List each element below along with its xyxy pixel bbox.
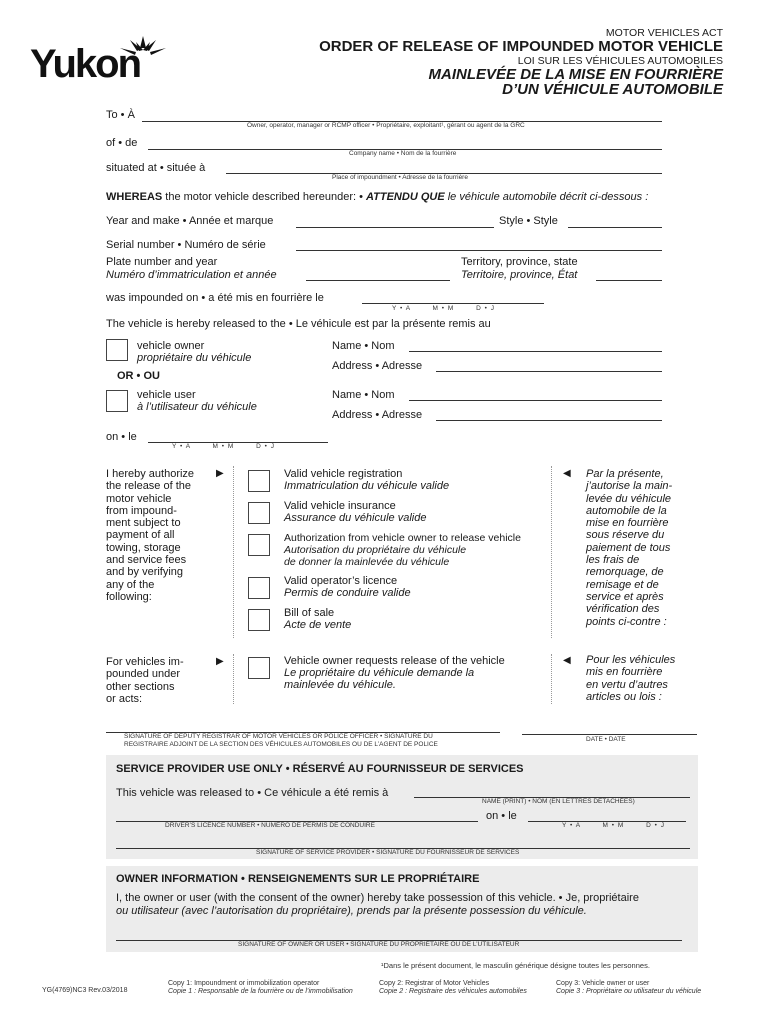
owner-label-fr: propriétaire du véhicule — [137, 352, 252, 364]
service-licence-caption: DRIVER’S LICENCE NUMBER • NUMÉRO DE PERMIS DE CONDUIRE — [165, 822, 375, 829]
other-right-line: en vertu d’autres — [586, 678, 668, 691]
authorize-left-line: towing, storage — [106, 541, 181, 554]
insurance-en: Valid vehicle insurance — [284, 500, 396, 512]
user-label-fr: à l’utilisateur du véhicule — [137, 401, 257, 413]
divider-right — [551, 466, 552, 638]
licence-en: Valid operator’s licence — [284, 575, 398, 587]
service-released-label: This vehicle was released to • Ce véhicule a été remis à — [116, 787, 389, 799]
signature-date-caption: DATE • DATE — [586, 736, 626, 743]
authorize-left-line: any of the — [106, 578, 155, 591]
owner-name-field[interactable] — [409, 351, 662, 352]
release-date-caption: Y • A M • M D • J — [172, 443, 274, 450]
service-name-caption: NAME (PRINT) • NOM (EN LETTRES DÉTACHÉES) — [482, 798, 635, 805]
authorize-right-text — [586, 468, 672, 628]
arrow-left-icon-2: ◀ — [563, 655, 571, 666]
arrow-left-icon: ◀ — [563, 468, 571, 479]
or-label: OR • OU — [117, 370, 160, 382]
authorize-right-line: paiement de tous — [586, 541, 671, 554]
year-make-field[interactable] — [296, 227, 494, 228]
owner-info-text-en: I, the owner or user (with the consent of the owner) hereby take possession of this vehicle. • Je, propriétaire — [116, 892, 639, 904]
other-right-text — [586, 654, 675, 703]
whereas-fr: le véhicule automobile décrit ci-dessous : — [444, 191, 649, 203]
authorize-left-line: payment of all — [106, 529, 175, 542]
authorization-fr: Autorisation du propriétaire du véhicule — [284, 544, 467, 556]
other-left-text — [106, 656, 184, 705]
authorize-right-line: mise en fourrière — [586, 517, 669, 530]
whereas-bold-fr: ATTENDU QUE — [366, 191, 445, 203]
service-on-label: on • le — [486, 810, 517, 822]
service-date-caption: Y • A M • M D • J — [562, 822, 664, 829]
situated-label: situated at • située à — [106, 162, 206, 174]
copy2-fr: Copie 2 : Registraire des véhicules automobiles — [379, 988, 527, 995]
authorize-right-line: automobile de la — [586, 504, 667, 517]
plate-label-fr: Numéro d’immatriculation et année — [106, 269, 277, 281]
checkbox-insurance[interactable] — [248, 502, 270, 524]
user-address-label: Address • Adresse — [332, 409, 423, 421]
authorize-left-line: and service fees — [106, 554, 187, 567]
other-right-line: articles ou lois : — [586, 690, 662, 703]
insurance-fr: Assurance du véhicule valide — [284, 512, 427, 524]
authorize-left-line: and by verifying — [106, 566, 184, 579]
authorize-left-line: motor vehicle — [106, 492, 172, 505]
territory-label-en: Territory, province, state — [461, 256, 578, 268]
impounded-label: was impounded on • a été mis en fourrière le — [106, 292, 324, 304]
arrow-right-icon: ▶ — [216, 468, 224, 479]
divider-left — [233, 466, 234, 638]
checkbox-owner-request[interactable] — [248, 657, 270, 679]
checkbox-authorization[interactable] — [248, 534, 270, 556]
bill-of-sale-fr: Acte de vente — [284, 619, 352, 631]
of-caption: Company name • Nom de la fourrière — [349, 150, 457, 157]
authorize-left-text — [106, 468, 194, 603]
user-label-en: vehicle user — [137, 389, 196, 401]
whereas-en: the motor vehicle described hereunder: • — [162, 191, 367, 203]
authorization-en: Authorization from vehicle owner to release vehicle — [284, 532, 521, 544]
user-checkbox[interactable] — [106, 390, 128, 412]
owner-address-field[interactable] — [436, 371, 662, 372]
owner-request-en: Vehicle owner requests release of the vehicle — [284, 655, 505, 667]
bill-of-sale-en: Bill of sale — [284, 607, 335, 619]
territory-label-fr: Territoire, province, État — [461, 269, 578, 281]
authorize-left-line: from impound- — [106, 504, 177, 517]
service-signature-caption: SIGNATURE OF SERVICE PROVIDER • SIGNATURE DU FOURNISSEUR DE SERVICES — [256, 849, 520, 856]
authorize-right-line: service et après — [586, 590, 664, 603]
style-label: Style • Style — [499, 215, 558, 227]
checkbox-registration[interactable] — [248, 470, 270, 492]
service-heading: SERVICE PROVIDER USE ONLY • RÉSERVÉ AU FOURNISSEUR DE SERVICES — [116, 763, 524, 775]
checkbox-licence[interactable] — [248, 577, 270, 599]
registration-en: Valid vehicle registration — [284, 468, 403, 480]
impounded-date-field[interactable] — [362, 303, 544, 304]
territory-field[interactable] — [596, 280, 662, 281]
user-name-label: Name • Nom — [332, 389, 395, 401]
licence-fr: Permis de conduire valide — [284, 587, 411, 599]
form-number: YG(4769)NC3 Rev.03/2018 — [42, 987, 128, 994]
authorize-right-line: sous réserve du — [586, 529, 665, 542]
divider-right-2 — [551, 654, 552, 704]
authorize-left-line: following: — [106, 590, 152, 603]
yukon-logo — [30, 34, 180, 84]
other-left-line: For vehicles im- — [106, 656, 184, 668]
authorization-fr-2: de donner la mainlevée du véhicule — [284, 556, 450, 568]
authorize-right-line: levée du véhicule — [586, 492, 672, 505]
owner-signature-caption: SIGNATURE OF OWNER OR USER • SIGNATURE DU PROPRIÉTAIRE OU DE L’UTILISATEUR — [238, 941, 520, 948]
authorize-right-line: remorquage, de — [586, 566, 664, 579]
released-to-label: The vehicle is hereby released to the • Le véhicule est par la présente remis au — [106, 318, 491, 330]
authorize-right-line: vérification des — [586, 603, 660, 616]
user-name-field[interactable] — [409, 400, 662, 401]
year-make-label: Year and make • Année et marque — [106, 215, 274, 227]
situated-caption: Place of impoundment • Adresse de la fourrière — [332, 174, 468, 181]
deputy-signature-caption-2: REGISTRAIRE ADJOINT DE LA SECTION DES VÉHICULES AUTOMOBILES OU DE L’AGENT DE POLICE — [124, 741, 438, 748]
to-caption: Owner, operator, manager or RCMP officer • Propriétaire, exploitant¹, gérant ou agent de la GRC — [247, 122, 525, 129]
authorize-left-line: I hereby authorize — [106, 468, 195, 480]
page-title-fr-2: D’UN VÉHICULE AUTOMOBILE — [502, 81, 723, 98]
page-title-fr-1: MAINLEVÉE DE LA MISE EN FOURRIÈRE — [428, 66, 723, 83]
serial-field[interactable] — [296, 250, 662, 251]
other-right-line: Pour les véhicules — [586, 654, 676, 666]
authorize-right-line: Par la présente, — [586, 468, 664, 480]
other-left-line: pounded under — [106, 668, 181, 681]
authorize-right-line: remisage et de — [586, 578, 659, 591]
copy1-en: Copy 1: Impoundment or immobilization operator — [168, 980, 320, 987]
to-label: To • À — [106, 109, 135, 121]
registration-fr: Immatriculation du véhicule valide — [284, 480, 450, 492]
owner-request-fr-2: mainlevée du véhicule. — [284, 679, 396, 691]
authorize-right-line: les frais de — [586, 554, 640, 567]
deputy-signature-caption-1: SIGNATURE OF DEPUTY REGISTRAR OF MOTOR VEHICLES OR POLICE OFFICER • SIGNATURE DU — [124, 733, 433, 740]
owner-name-label: Name • Nom — [332, 340, 395, 352]
whereas-bold-en: WHEREAS — [106, 191, 163, 203]
copy3-fr: Copie 3 : Propriétaire ou utilisateur du véhicule — [556, 988, 702, 995]
arrow-right-icon-2: ▶ — [216, 656, 224, 667]
owner-info-heading: OWNER INFORMATION • RENSEIGNEMENTS SUR LE PROPRIÉTAIRE — [116, 873, 480, 885]
serial-label: Serial number • Numéro de série — [106, 239, 266, 251]
other-left-line: other sections — [106, 680, 175, 693]
other-right-line: mis en fourrière — [586, 666, 663, 679]
page-title-en: ORDER OF RELEASE OF IMPOUNDED MOTOR VEHICLE — [319, 38, 723, 55]
owner-address-label: Address • Adresse — [332, 360, 423, 372]
impounded-date-caption: Y • A M • M D • J — [392, 305, 494, 312]
other-left-line: or acts: — [106, 692, 143, 705]
divider-left-2 — [233, 654, 234, 704]
release-on-label: on • le — [106, 431, 137, 443]
copy3-en: Copy 3: Vehicle owner or user — [556, 980, 650, 987]
owner-checkbox[interactable] — [106, 339, 128, 361]
authorize-left-line: ment subject to — [106, 517, 181, 530]
authorize-left-line: the release of the — [106, 480, 192, 493]
brand-wordmark: Yukon — [30, 42, 141, 86]
user-address-field[interactable] — [436, 420, 662, 421]
signature-date-field[interactable] — [522, 734, 697, 735]
style-field[interactable] — [568, 227, 662, 228]
copy1-fr: Copie 1 : Responsable de la fourrière ou de l’immobilisation — [168, 988, 353, 995]
checkbox-bill-of-sale[interactable] — [248, 609, 270, 631]
copy2-en: Copy 2: Registrar of Motor Vehicles — [379, 980, 490, 987]
of-label: of • de — [106, 137, 138, 149]
plate-label-en: Plate number and year — [106, 256, 218, 268]
authorize-right-line: points ci-contre : — [586, 615, 667, 628]
owner-label-en: vehicle owner — [137, 340, 205, 352]
act-en: MOTOR VEHICLES ACT — [605, 27, 723, 39]
act-fr: LOI SUR LES VÉHICULES AUTOMOBILES — [517, 55, 723, 67]
authorize-right-line: j’autorise la main- — [586, 480, 673, 493]
owner-request-fr: Le propriétaire du véhicule demande la — [284, 667, 475, 679]
plate-field[interactable] — [306, 280, 450, 281]
footnote: ¹Dans le présent document, le masculin générique désigne toutes les personnes. — [381, 961, 650, 970]
owner-info-text-fr: ou utilisateur (avec l’autorisation du propriétaire), prends par la présente possession du véhicule. — [116, 905, 587, 917]
whereas-text — [106, 191, 648, 203]
